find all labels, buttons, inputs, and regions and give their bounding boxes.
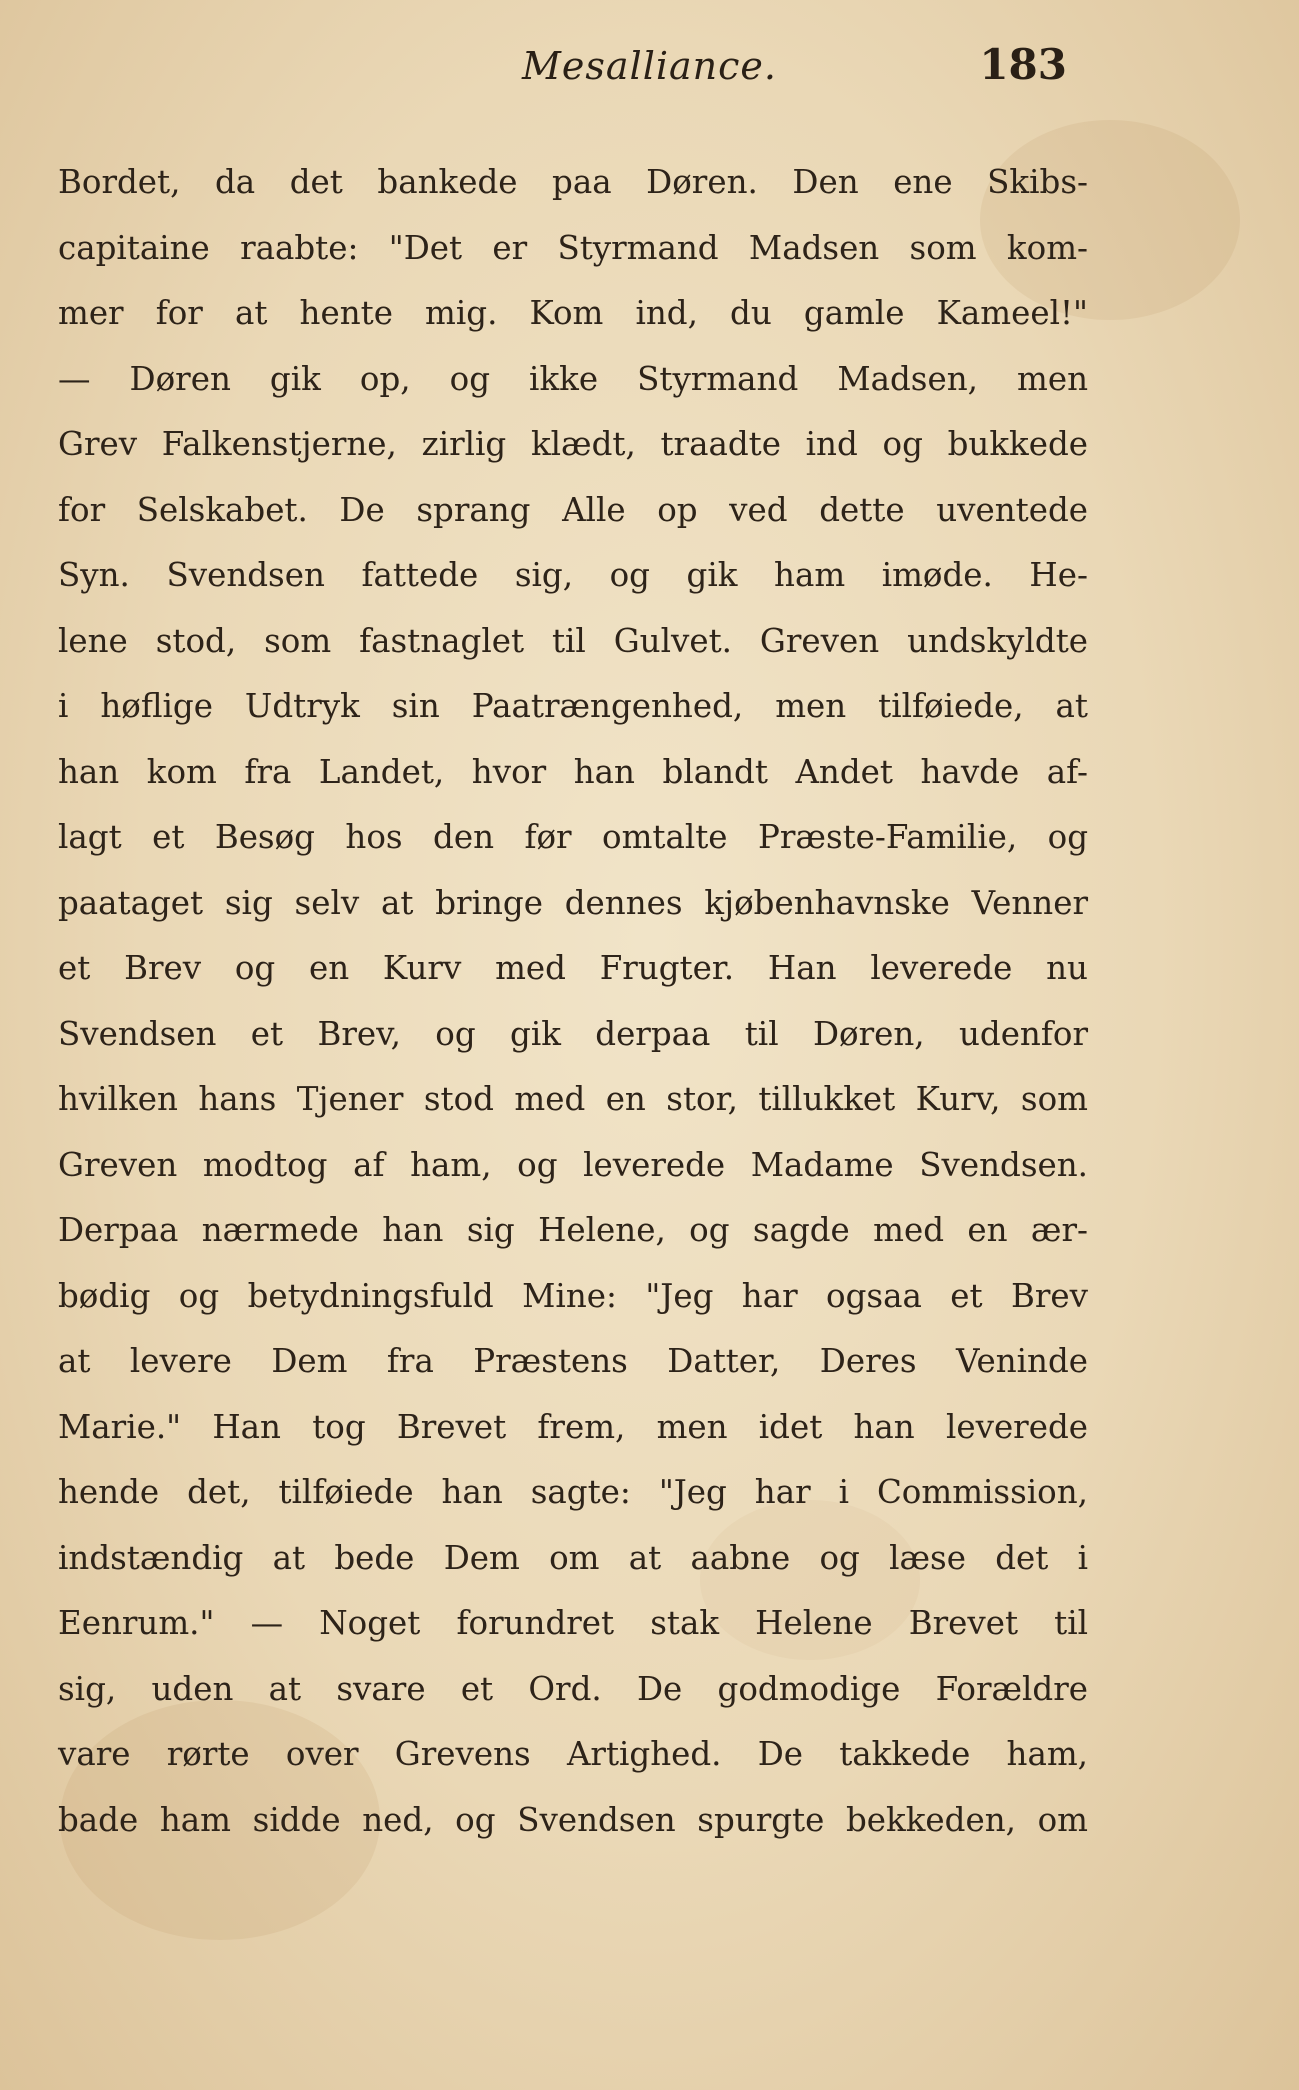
text-line: Svendsen et Brev, og gik derpaa til Døren, udenfor — [58, 1014, 1088, 1053]
text-line: Bordet, da det bankede paa Døren. Den ene Skibs- — [58, 163, 1088, 201]
page-number: 183 — [979, 40, 1067, 89]
text-line: lagt et Besøg hos den før omtalte Præste-Familie, og — [58, 818, 1088, 856]
text-line: Grev Falkenstjerne, zirlig klædt, traadte ind og bukkede — [58, 425, 1088, 463]
text-line: capitaine raabte: "Det er Styrmand Madsen som kom- — [58, 228, 1088, 267]
text-line: Syn. Svendsen fattede sig, og gik ham imøde. He- — [58, 556, 1088, 594]
text-line: han kom fra Landet, hvor han blandt Andet havde af- — [58, 752, 1088, 791]
text-line: sig, uden at svare et Ord. De godmodige Forældre — [58, 1669, 1088, 1708]
text-line: hende det, tilføiede han sagte: "Jeg har i Commission, — [58, 1473, 1088, 1511]
text-line: Marie." Han tog Brevet frem, men idet han leverede — [58, 1407, 1088, 1446]
text-line: paataget sig selv at bringe dennes kjøbenhavnske Venner — [58, 883, 1088, 922]
text-line: bade ham sidde ned, og Svendsen spurgte bekkeden, om — [58, 1800, 1088, 1839]
text-line: mer for at hente mig. Kom ind, du gamle Kameel!" — [58, 294, 1088, 332]
text-line: indstændig at bede Dem om at aabne og læse det i — [58, 1538, 1088, 1577]
running-title: Mesalliance. — [522, 44, 777, 88]
body-text — [58, 150, 1088, 1853]
text-line: Derpaa nærmede han sig Helene, og sagde med en ær- — [58, 1211, 1088, 1249]
text-line: — Døren gik op, og ikke Styrmand Madsen, men — [58, 359, 1088, 398]
page-header — [0, 38, 1299, 108]
text-line: et Brev og en Kurv med Frugter. Han leverede nu — [58, 949, 1088, 987]
text-line: vare rørte over Grevens Artighed. De takkede ham, — [58, 1735, 1088, 1773]
text-line: lene stod, som fastnaglet til Gulvet. Greven undskyldte — [58, 621, 1088, 660]
text-line: hvilken hans Tjener stod med en stor, tillukket Kurv, som — [58, 1080, 1088, 1118]
text-line: Eenrum." — Noget forundret stak Helene Brevet til — [58, 1604, 1088, 1642]
text-line: Greven modtog af ham, og leverede Madame Svendsen. — [58, 1145, 1088, 1184]
text-line: at levere Dem fra Præstens Datter, Deres Veninde — [58, 1342, 1088, 1380]
text-line: for Selskabet. De sprang Alle op ved dette uventede — [58, 490, 1088, 529]
text-line: i høflige Udtryk sin Paatrængenhed, men tilføiede, at — [58, 687, 1088, 725]
text-line: bødig og betydningsfuld Mine: "Jeg har ogsaa et Brev — [58, 1276, 1088, 1315]
